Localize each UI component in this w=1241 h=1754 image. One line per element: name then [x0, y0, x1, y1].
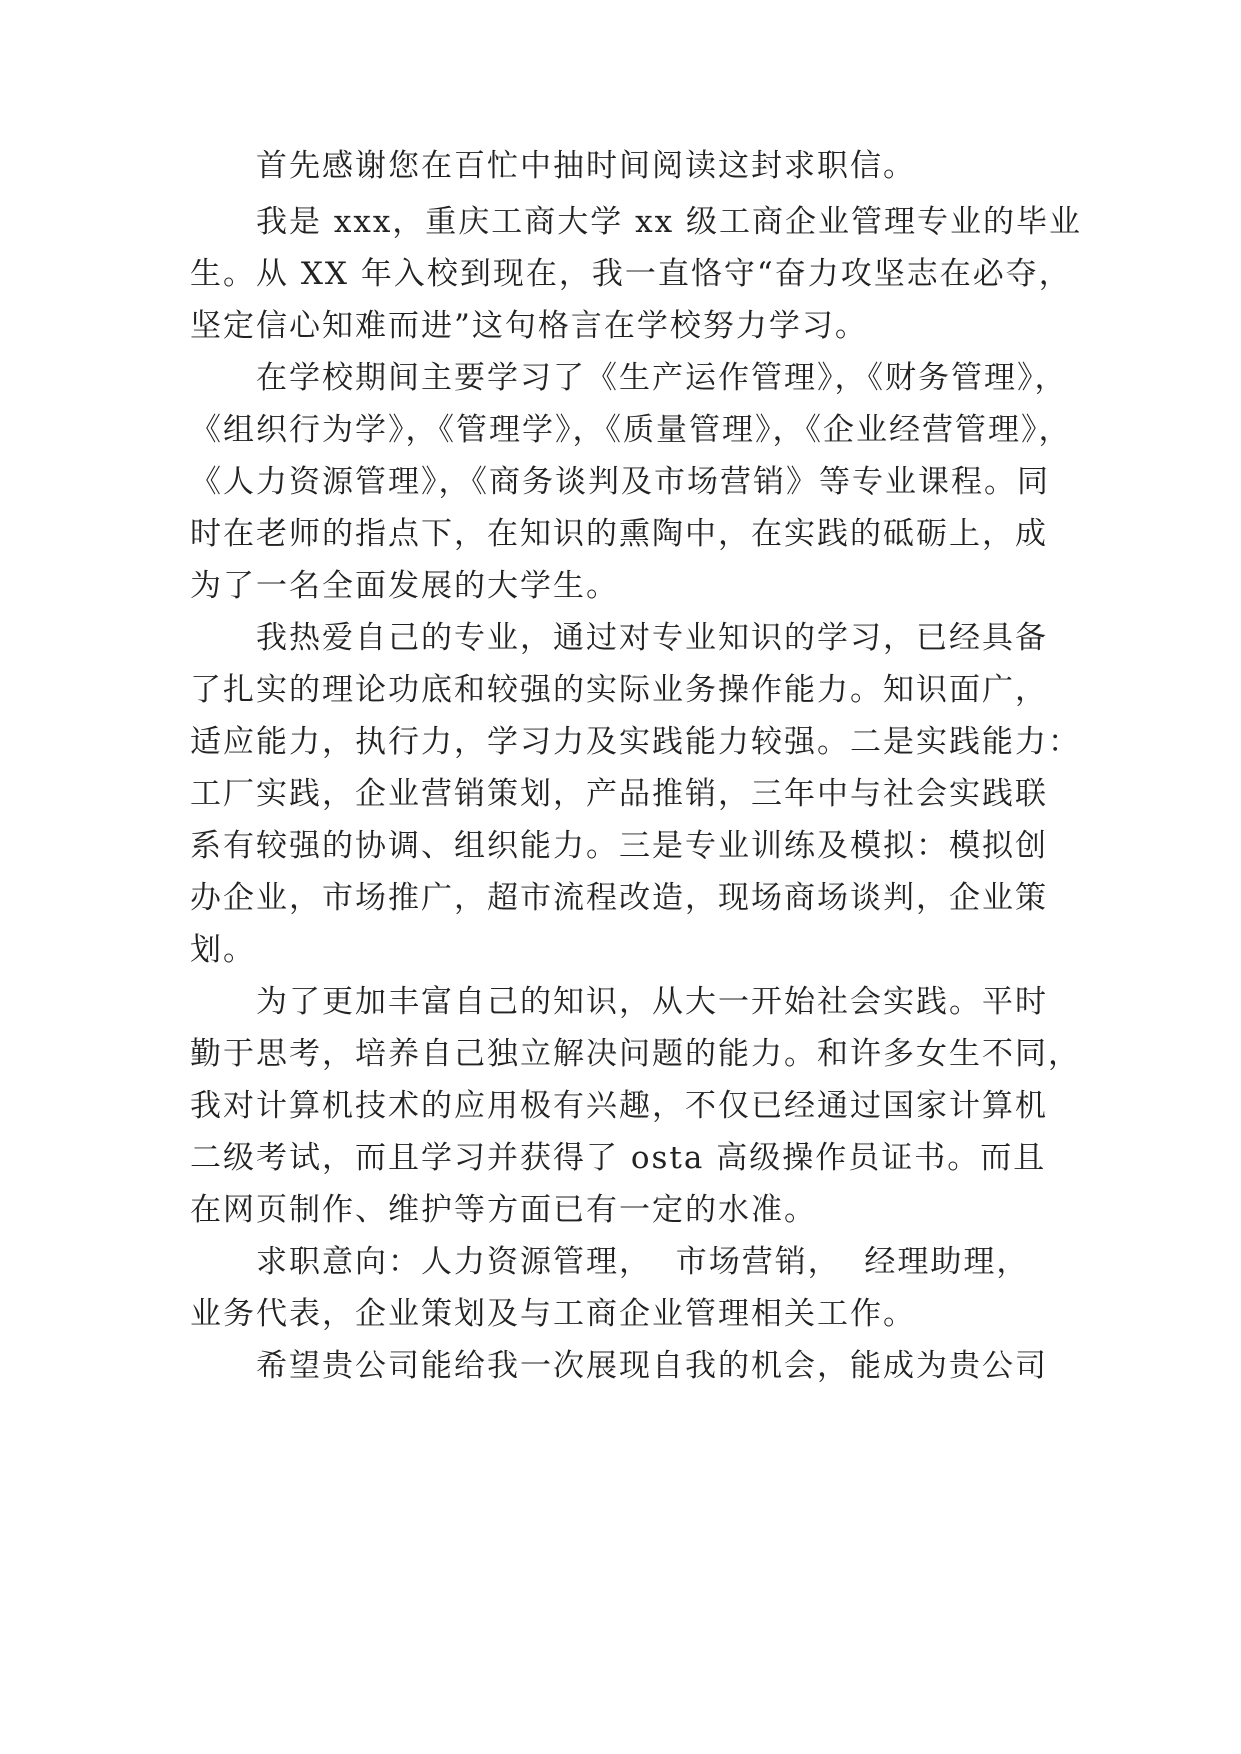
paragraph-3-line-2: 《组织行为学》，《管理学》，《质量管理》，《企业经营管理》， [190, 412, 1072, 448]
paragraph-1-line-1: 首先感谢您在百忙中抽时间阅读这封求职信。 [256, 148, 916, 184]
paragraph-4-line-6: 办企业，市场推广，超市流程改造，现场商场谈判，企业策 [190, 880, 1048, 916]
paragraph-4-line-7: 划。 [190, 932, 256, 968]
paragraph-4-line-1: 我热爱自己的专业，通过对专业知识的学习，已经具备 [256, 620, 1048, 656]
paragraph-6-line-1: 求职意向：人力资源管理， 市场营销， 经理助理， [256, 1244, 1030, 1280]
paragraph-2-line-3: 坚定信心知难而进”这句格言在学校努力学习。 [190, 308, 868, 344]
paragraph-5-line-4: 二级考试，而且学习并获得了 osta 高级操作员证书。而且 [190, 1140, 1047, 1176]
paragraph-3-line-1: 在学校期间主要学习了《生产运作管理》，《财务管理》， [256, 360, 1068, 396]
paragraph-4-line-2: 了扎实的理论功底和较强的实际业务操作能力。知识面广， [190, 672, 1048, 708]
paragraph-3-line-3: 《人力资源管理》，《商务谈判及市场营销》等专业课程。同 [190, 464, 1050, 500]
paragraph-4-line-3: 适应能力，执行力，学习力及实践能力较强。二是实践能力： [190, 724, 1081, 760]
paragraph-5-line-2: 勤于思考，培养自己独立解决问题的能力。和许多女生不同， [190, 1036, 1081, 1072]
paragraph-4-line-4: 工厂实践，企业营销策划，产品推销，三年中与社会实践联 [190, 776, 1048, 812]
paragraph-5-line-1: 为了更加丰富自己的知识，从大一开始社会实践。平时 [256, 984, 1048, 1020]
paragraph-3-line-4: 时在老师的指点下，在知识的熏陶中，在实践的砥砺上，成 [190, 516, 1048, 552]
paragraph-5-line-5: 在网页制作、维护等方面已有一定的水准。 [190, 1192, 817, 1228]
paragraph-3-line-5: 为了一名全面发展的大学生。 [190, 568, 619, 604]
paragraph-6-line-2: 业务代表，企业策划及与工商企业管理相关工作。 [190, 1296, 916, 1332]
paragraph-2-line-2: 生。从 XX 年入校到现在，我一直恪守“奋力攻坚志在必夺， [190, 256, 1072, 292]
paragraph-2-line-1: 我是 xxx，重庆工商大学 xx 级工商企业管理专业的毕业 [256, 204, 1082, 240]
paragraph-7-line-1: 希望贵公司能给我一次展现自我的机会，能成为贵公司 [256, 1348, 1048, 1384]
paragraph-5-line-3: 我对计算机技术的应用极有兴趣，不仅已经通过国家计算机 [190, 1088, 1048, 1124]
paragraph-4-line-5: 系有较强的协调、组织能力。三是专业训练及模拟：模拟创 [190, 828, 1048, 864]
